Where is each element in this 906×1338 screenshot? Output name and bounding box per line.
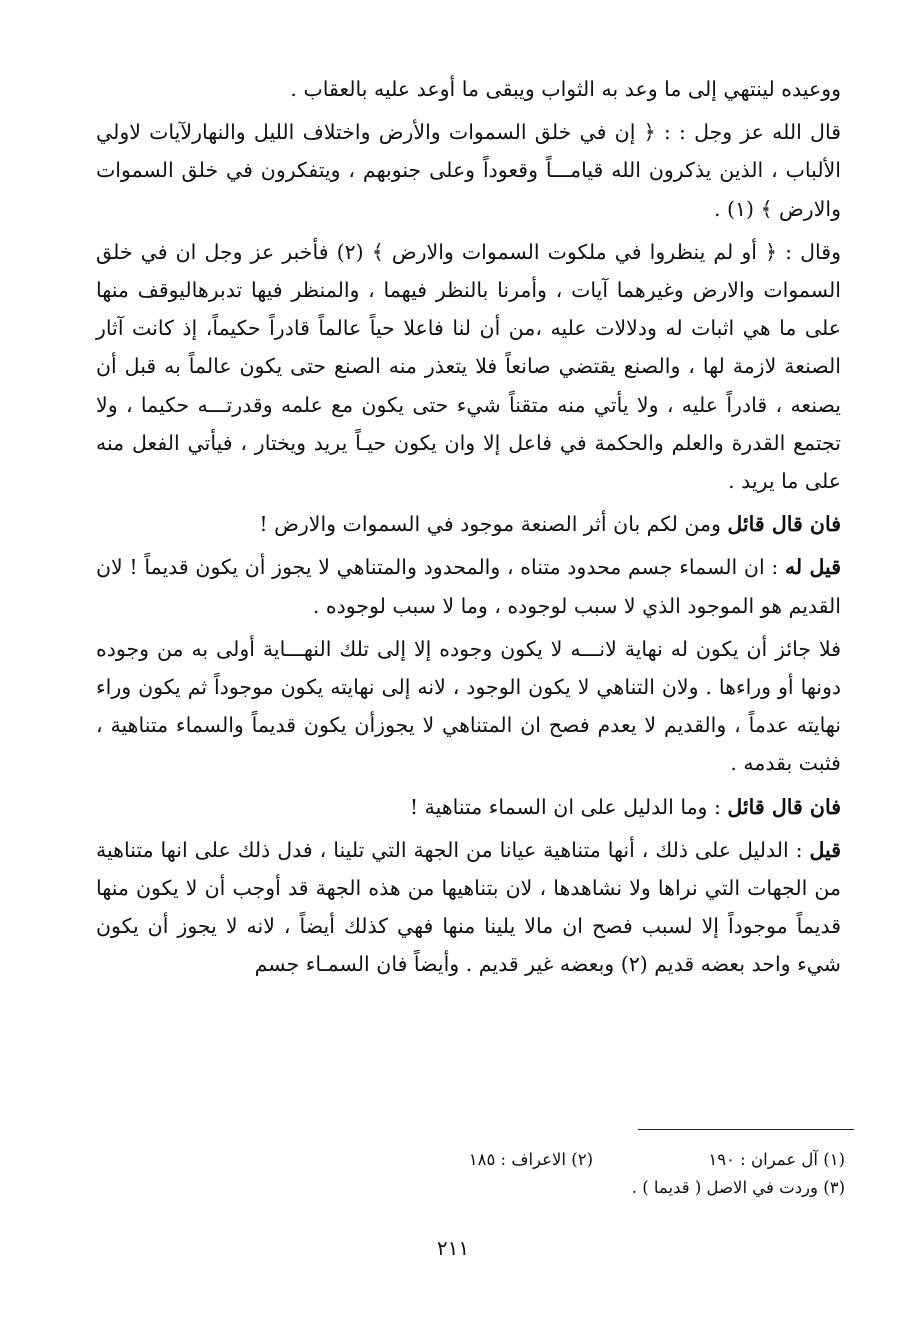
footnote-text: الاعراف : ١٨٥ xyxy=(468,1150,566,1169)
page-body xyxy=(96,70,841,989)
paragraph-lead: قيل له xyxy=(784,555,841,580)
paragraph-5 xyxy=(96,548,841,624)
footnote-number: (٢) xyxy=(571,1150,593,1169)
paragraph-7 xyxy=(96,788,841,826)
paragraph-text: ومن لكم بان أثر الصنعة موجود في السموات والارض ! xyxy=(259,512,728,537)
paragraph-text: قال الله عز وجل : : ﴿ إن في خلق السموات والأرض واختلاف الليل والنهارلآيات لاولي الألباب ، الذين يذكرون الله قيامـــاً وقعوداً وعلى جنوبهم ، ويتفكرون في خلق السموات والارض ﴾ (١) . xyxy=(96,120,841,221)
paragraph-3 xyxy=(96,233,841,500)
footnote-number: (١) xyxy=(823,1150,845,1169)
paragraph-text: وقال : ﴿ أو لم ينظروا في ملكوت السموات والارض ﴾ (٢) فأخبر عز وجل ان في خلق السموات والارض وغيرهما آيات ، وأمرنا بالنظر فيهما ، والمنظر فيها تدبرهاليوقف منها على ما هي اثبات له ودلالات عليه ،من أن لنا فاعلا حياً عالماً قادراً حكيماً، إذ كانت آثار الصنعة لازمة لها ، والصنع يقتضي صانعاً فلا يتعذر منه الصنع حتى يكون عالماً به قبل أن يصنعه ، قادراً عليه ، ولا يأتي منه متقناً شيء حتى يكون مع علمه وقدرتـــه حكيما ، ولا تجتمع القدرة والعلم والحكمة في فاعل إلا وان يكون حيـاً يريد ويختار ، فيأتي الفعل منه على ما يريد . xyxy=(96,239,842,494)
paragraph-4 xyxy=(96,505,841,543)
page-number: ٢١١ xyxy=(436,1236,470,1260)
footnote-row xyxy=(330,1174,845,1202)
footnote-row xyxy=(330,1146,845,1174)
paragraph-text: : وما الدليل على ان السماء متناهية ! xyxy=(409,794,728,819)
paragraph-lead: قيل xyxy=(809,837,841,862)
paragraph-8 xyxy=(96,831,841,984)
paragraph-6 xyxy=(96,630,841,783)
paragraph-text: : الدليل على ذلك ، أنها متناهية عيانا من الجهة التي تلينا ، فدل ذلك على انها متناهية من الجهات التي نراها ولا نشاهدها ، لان بتناهيها من هذه الجهة قد أوجب أن لا يكون منها قديماً موجوداً إلا لسبب فصح ان مالا يلينا منها فهي كذلك أيضاً ، لانه لا يجوز أن يكون شيء واحد بعضه قديم (٢) وبعضه غير قديم . وأيضاً فان السمـاء جسم xyxy=(96,837,841,977)
footnote-text: آل عمران : ١٩٠ xyxy=(708,1150,818,1169)
footnote-text: وردت في الاصل ( قديما ) . xyxy=(631,1178,818,1197)
paragraph-lead: فان قال قائل xyxy=(727,794,841,819)
footnote-3 xyxy=(632,1174,845,1202)
paragraph-2 xyxy=(96,113,841,228)
paragraph-text: : ان السماء جسم محدود متناه ، والمحدود والمتناهي لا يجوز أن يكون قديماً ! لان القديم هو الموجود الذي لا سبب لوجوده ، وما لا سبب لوجوده . xyxy=(96,555,841,618)
paragraph-text: فلا جائز أن يكون له نهاية لانـــه لا يكون وجوده إلا إلى تلك النهـــاية أولى به من وجوده دونها أو وراءها . ولان التناهي لا يكون الوجود ، لانه إلى نهايته يكون موجوداً ثم يكون وراء نهايته عدماً ، والقديم لا يعدم فصح ان المتناهي لا يجوزأن يكون قديماً والسماء متناهية ، فثبت بقدمه . xyxy=(96,636,841,776)
footnote-divider xyxy=(638,1129,854,1130)
footnote-number: (٣) xyxy=(823,1178,845,1197)
paragraph-text: ووعيده لينتهي إلى ما وعد به الثواب ويبقى ما أوعد عليه بالعقاب . xyxy=(290,77,841,101)
footnote-1 xyxy=(593,1146,845,1174)
footnotes xyxy=(330,1146,845,1202)
footnote-2 xyxy=(469,1146,593,1174)
paragraph-lead: فان قال قائل xyxy=(727,512,841,537)
paragraph-1 xyxy=(96,70,841,108)
